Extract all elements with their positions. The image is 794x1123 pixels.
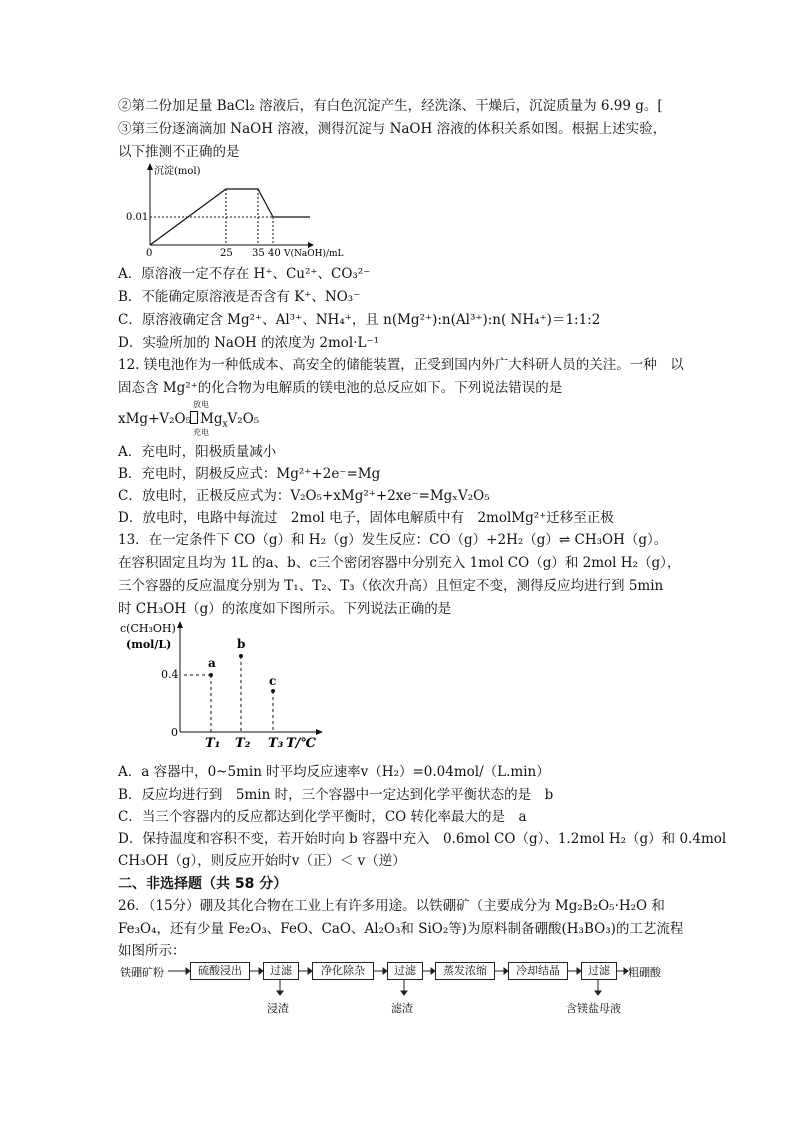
- q12-equation: [118, 399, 318, 437]
- concentration-chart: [118, 615, 338, 755]
- x-tick-40: 40: [268, 248, 281, 259]
- flow-step-evaporate: 蒸发浓缩: [435, 962, 495, 980]
- q26-text-line-1: 26．（15分）硼及其化合物在工业上有许多用途。以铁硼矿（主要成分为 Mg₂B₂O₅·H₂O 和: [118, 898, 665, 914]
- eq-right: $Mg_xV_2O_5$: [200, 411, 260, 430]
- q13-text-line-2: 在容积固定且均为 1L 的a、b、c三个密闭容器中分别充入 1mol CO（g）和 2mol H₂（g），: [118, 555, 681, 571]
- origin-label: 0: [171, 726, 178, 739]
- q13-text-line-3: 三个容器的反应温度分别为 T₁、T₂、T₃（依次升高）且恒定不变，测得反应均进行到 5min: [118, 578, 664, 594]
- x-axis-unit: T/℃: [286, 736, 316, 751]
- origin-label: 0: [146, 248, 153, 259]
- point-b-label: b: [237, 637, 246, 651]
- flow-start: 铁硼矿粉: [120, 966, 164, 979]
- q12-option-d: D．放电时，电路中每流过 2mol 电子，固体电解质中有 2molMg²⁺迁移至正极: [118, 510, 614, 526]
- q13-option-a: A．a 容器中，0~5min 时平均反应速率v（H₂）=0.04mol/（L.min）: [118, 764, 550, 780]
- section-heading: 二、非选择题（共 58 分）: [118, 876, 288, 892]
- q12-option-c: C．放电时，正极反应式为：V₂O₅+xMg²⁺+2xe⁻=MgₓV₂O₅: [118, 488, 490, 504]
- y-tick-0.01: 0.01: [126, 212, 149, 223]
- q11-option-b: B．不能确定原溶液是否含有 K⁺、NO₃⁻: [118, 289, 361, 305]
- q12-text-line-1: 12. 镁电池作为一种低成本、高安全的储能装置，正受到国内外广大科研人员的关注。一种 以: [118, 357, 684, 373]
- q12-option-a: A．充电时，阳极质量减小: [118, 444, 277, 460]
- eq-left: xMg+V₂O₅: [118, 411, 192, 427]
- flow-step-crystallize: 冷却结晶: [508, 962, 568, 980]
- q11-option-d: D．实验所加的 NaOH 的浓度为 2mol·L⁻¹: [118, 335, 380, 351]
- q11-option-c: C．原溶液确定含 Mg²⁺、Al³⁺、NH₄⁺，且 n(Mg²⁺):n(Al³⁺):n( NH₄⁺)＝1:1:2: [118, 312, 601, 328]
- x-axis-arrow: [316, 729, 323, 735]
- q13-option-d-cont: CH₃OH（g），则反应开始时v（正）＜ v（逆）: [118, 853, 406, 869]
- byproduct-leach-residue: 浸渣: [267, 1002, 289, 1015]
- eq-arrow-box: [190, 411, 198, 424]
- q13-text-line-1: 13．在一定条件下 CO（g）和 H₂（g）发生反应：CO（g）+2H₂（g）⇌ CH₃OH（g）。: [118, 532, 668, 548]
- flow-step-purify: 净化除杂: [312, 962, 374, 980]
- point-c: [271, 689, 275, 693]
- q13-option-b: B．反应均进行到 5min 时，三个容器中一定达到化学平衡状态的是 b: [118, 787, 554, 803]
- y-axis-arrow: [177, 621, 183, 628]
- byproduct-filter-residue: 滤渣: [391, 1002, 413, 1015]
- flow-end: 粗硼酸: [628, 966, 661, 979]
- y-axis-label: 沉淀(mol): [154, 166, 201, 177]
- q13-option-d: D．保持温度和容积不变，若开始时向 b 容器中充入 0.6mol CO（g）、1.2mol H₂（g）和 0.4mol: [118, 831, 727, 847]
- q11-text-line-4: 以下推测不正确的是: [118, 144, 240, 160]
- y-axis-arrow: [147, 163, 153, 170]
- eq-top-label: 放电: [193, 400, 209, 409]
- x-tick-t3: T₃: [268, 736, 284, 751]
- x-tick-35: 35: [252, 248, 265, 259]
- x-axis-arrow: [308, 242, 314, 248]
- flow-step-filter-2: 过滤: [387, 962, 423, 980]
- y-axis-label-2: (mol/L): [126, 638, 172, 651]
- x-axis-label: V(NaOH)/mL: [284, 249, 344, 259]
- q11-text-line-2: ②第二份加足量 BaCl₂ 溶液后，有白色沉淀产生，经洗涤、干燥后，沉淀质量为 6.99 g。[: [118, 98, 663, 114]
- q13-option-c: C．当三个容器内的反应都达到化学平衡时，CO 转化率最大的是 a: [118, 809, 527, 825]
- precipitate-chart: [118, 160, 358, 260]
- q11-option-a: A．原溶液一定不存在 H⁺、Cu²⁺、CO₃²⁻: [118, 266, 371, 282]
- x-tick-25: 25: [220, 248, 233, 259]
- x-tick-t1: T₁: [205, 736, 221, 751]
- byproduct-mother-liquor: 含镁盐母液: [566, 1002, 621, 1015]
- y-axis-label-1: c(CH₃OH): [120, 622, 176, 635]
- q11-text-line-3: ③第三份逐滴滴加 NaOH 溶液，测得沉淀与 NaOH 溶液的体积关系如图。根据上述实验，: [118, 121, 667, 137]
- flow-step-acid-leach: 硫酸浸出: [190, 962, 250, 980]
- q26-text-line-3: 如图所示：: [118, 943, 186, 959]
- point-a: [209, 673, 213, 677]
- point-b: [239, 654, 243, 658]
- q12-option-b: B．充电时，阴极反应式：Mg²⁺+2e⁻=Mg: [118, 466, 381, 482]
- q12-text-line-2: 固态含 Mg²⁺的化合物为电解质的镁电池的总反应如下。下列说法错误的是: [118, 380, 563, 396]
- flow-step-filter-3: 过滤: [581, 962, 617, 980]
- point-c-label: c: [269, 674, 277, 688]
- x-tick-t2: T₂: [235, 736, 251, 751]
- eq-bottom-label: 充电: [193, 428, 209, 437]
- flow-arrows: [0, 955, 794, 1005]
- q13-text-line-4: 时 CH₃OH（g）的浓度如下图所示。下列说法正确的是: [118, 601, 452, 617]
- q26-text-line-2: Fe₃O₄，还有少量 Fe₂O₃、FeO、CaO、Al₂O₃和 SiO₂等)为原料制备硼酸(H₃BO₃)的工艺流程: [118, 921, 684, 937]
- flow-step-filter-1: 过滤: [263, 962, 299, 980]
- y-tick-0.4: 0.4: [161, 668, 179, 681]
- point-a-label: a: [208, 656, 216, 670]
